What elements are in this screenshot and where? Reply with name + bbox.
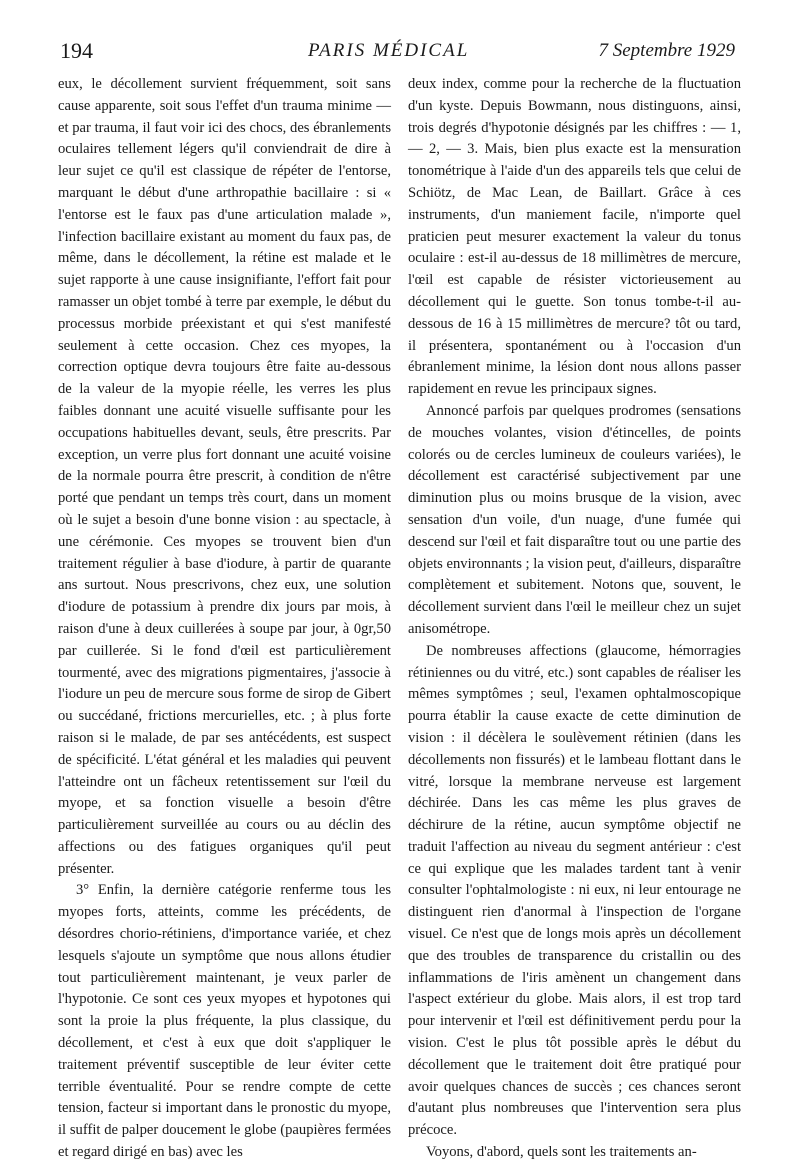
paragraph: Annoncé parfois par quelques prodromes (sensations de mouches volantes, vision d'étincelles, de points colorés ou de cercles lumineux de couleurs variées), le décollement est caractérisé subjectivement par une diminution plus ou moins brusque de la vision, avec sensation d'un voile, d'un nuage, d'une fumée qui descend sur l'œil et fait disparaître tout ou une partie des objets environnants ; la vision peut, d'ailleurs, disparaître complètement et subitement. Notons que, souvent, le décollement survient dans l'œil le meilleur chez un sujet anisométrope. bbox=[408, 402, 741, 637]
right-column bbox=[408, 74, 741, 1164]
paragraph: deux index, comme pour la recherche de la fluctuation d'un kyste. Depuis Bowmann, nous distinguons, ainsi, trois degrés d'hypotonie désignés par les chiffres : — 1, — 2, — 3. Mais, bien plus exacte est la mensuration tonométrique à l'aide d'un des appareils tels que celui de Schiötz, de Mac Lean, de Baillart. Grâce à ces instruments, d'un maniement facile, n'importe quel praticien peut mesurer exactement la valeur du tonus oculaire : est-il au-dessus de 18 millimètres de mercure, l'œil est capable de résister victorieusement au décollement qui le guette. Son tonus tombe-t-il au-dessous de 16 à 15 millimètres de mercure? tôt ou tard, il présentera, spontanément ou à l'occasion d'un ébranlement minime, la lésion dont nous allons passer rapidement en revue les principaux signes. bbox=[408, 76, 741, 398]
paragraph: eux, le décollement survient fréquemment, soit sans cause apparente, soit sous l'effet d'un trauma minime — et par trauma, il faut voir ici des chocs, des ébranlements oculaires tellement légers qu'il conviendrait de dire à leur sujet ce qu'il est classique de répéter de l'entorse, marquant le début d'une arthropathie bacillaire : si « l'entorse est le faux pas d'une articulation malade », l'infection bacillaire existant au moment du faux pas, de même, dans le décollement, la rétine est malade et le sujet rapporte à une cause insignifiante, l'effort fait pour ramasser un objet tombé à terre par exemple, le début du processus morbide préexistant et qui s'est manifesté seulement à cette occasion. Chez ces myopes, la correction optique devra toujours être faite au-dessous de la valeur de la myopie réelle, les verres les plus faibles donnant une acuité visuelle suffisante pour les occupations habituelles devant, seuls, être prescrits. Par exception, un verre plus fort donnant une acuité voisine de la normale pourra être prescrit, à condition de n'être porté que pendant un temps très court, dans un moment où le sujet a besoin d'une bonne vision : au spectacle, à une cérémonie. Ces myopes se trouvent bien d'un traitement régulier à base d'iodure, à partir de quarante ans surtout. Nous prescrivons, chez eux, une solution d'iodure de potassium à prendre dix jours par mois, à raison d'une à deux cuillerées à soupe par jour, à 0gr,50 par cuillerée. Si le fond d'œil est particulièrement tourmenté, avec des migrations pigmentaires, j'associe à l'iodure un peu de mercure sous forme de sirop de Gibert ou succédané, frictions mercurielles, etc. ; à plus forte raison si le malade, de par ses antécédents, est suspect de spécificité. L'état général et les maladies qui peuvent l'atteindre ont un fâcheux retentissement sur l'œil du myope, et sa fonction visuelle a besoin d'être particulièrement surveillée au cours ou au déclin des affections ou des fatigues organiques qu'il peut présenter. bbox=[58, 76, 391, 877]
left-column bbox=[58, 74, 391, 1164]
paragraph: De nombreuses affections (glaucome, hémorragies rétiniennes ou du vitré, etc.) sont capables de réaliser les mêmes symptômes ; seul, l'examen ophtalmoscopique pourra établir la cause exacte de cette diminution de vision : il décèlera le soulèvement rétinien (dans les décollements non fissurés) et le lambeau flottant dans le vitré, lorsque la membrane nerveuse est largement déchirée. Dans les cas même les plus graves de déchirure de la rétine, aucun symptôme objectif ne traduit l'affection au niveau du segment antérieur : c'est ce qui explique que les malades tardent tant à venir consulter l'ophtalmologiste : ni eux, ni leur entourage ne distinguent rien d'anormal à l'inspection de l'organe visuel. Ce n'est que de longs mois après un décollement que des troubles de transparence du cristallin ou des inflammations de l'iris amènent un changement dans l'aspect extérieur du globe. Mais alors, il est trop tard pour intervenir et l'œil est définitivement perdu pour la vision. C'est le plus tôt possible après le début du décollement que le traitement doit être pratiqué pour avoir quelques chances de succès ; ces chances seront d'autant plus nombreuses que l'intervention sera plus précoce. bbox=[408, 642, 741, 1139]
issue-date: 7 Septembre 1929 bbox=[598, 40, 735, 61]
paragraph: Voyons, d'abord, quels sont les traitements an- bbox=[426, 1144, 697, 1161]
page-header bbox=[60, 38, 735, 68]
page-number: 194 bbox=[60, 38, 93, 63]
paragraph: 3° Enfin, la dernière catégorie renferme tous les myopes forts, atteints, comme les précédents, de désordres chorio-rétiniens, d'importance variée, et chez lesquels s'ajoute un symptôme que nous allons étudier tout particulièrement maintenant, je veux parler de l'hypotonie. Ce sont ces yeux myopes et hypotones qui sont la proie la plus fréquente, la plus classique, du décollement, et c'est à eux que doit s'appliquer le traitement préventif susceptible de leur éviter cette terrible éventualité. Pour se rendre compte de cette tension, facteur si important dans le pronostic du myope, il suffit de palper doucement le globe (paupières fermées et regard dirigé en bas) avec les bbox=[58, 882, 391, 1161]
journal-title: PARIS MÉDICAL bbox=[308, 40, 470, 61]
